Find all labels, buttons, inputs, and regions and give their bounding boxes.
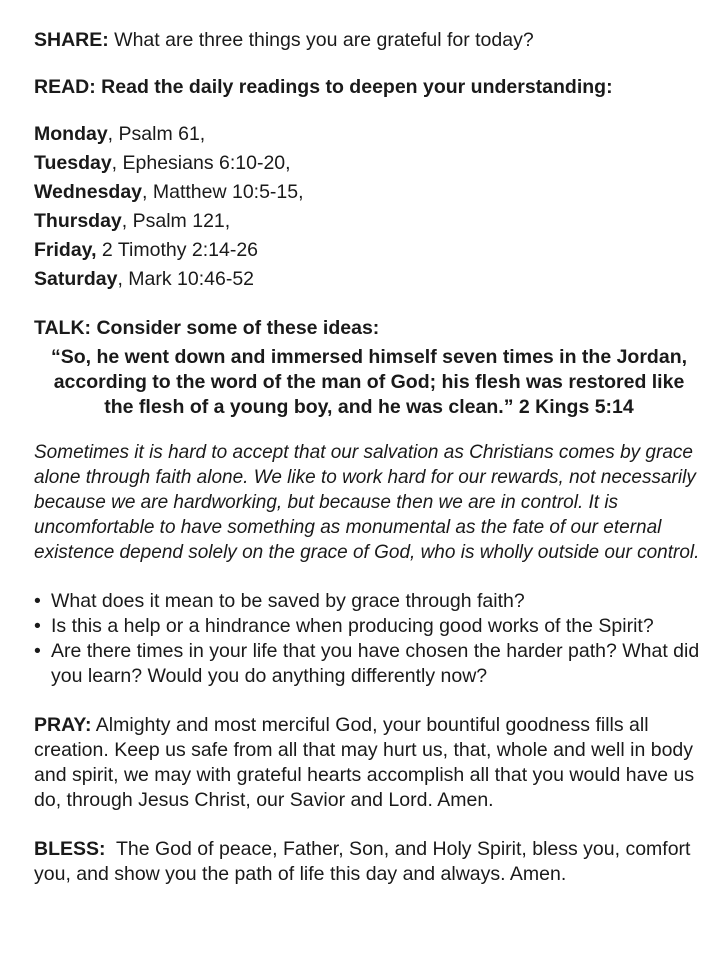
day-name: Tuesday [34, 152, 112, 174]
reading-thursday [34, 207, 704, 236]
devotional-page [34, 28, 704, 887]
question-text: Are there times in your life that you have chosen the harder path? What did you learn? Would you do anything differently now? [51, 640, 700, 687]
list-item [34, 614, 704, 639]
pray-label: PRAY: [34, 714, 92, 736]
question-text: What does it mean to be saved by grace through faith? [51, 590, 525, 612]
day-name: Wednesday [34, 181, 143, 203]
pray-section [34, 713, 704, 813]
day-sep: , [107, 123, 119, 145]
bless-label: BLESS: [34, 838, 106, 860]
list-item [34, 589, 704, 614]
read-text: Read the daily readings to deepen your understanding: [95, 76, 613, 98]
scripture-quote: “So, he went down and immersed himself seven times in the Jordan, according to the word of the man of God; his flesh was restored like the flesh of a young boy, and he was clean.” 2 Kings 5:14 [50, 346, 688, 418]
bless-section [34, 837, 704, 887]
list-item [34, 639, 704, 689]
day-name: Saturday [34, 268, 118, 290]
reading-wednesday [34, 178, 704, 207]
daily-readings-list [34, 120, 704, 294]
talk-section [34, 316, 704, 341]
day-ref: Ephesians 6:10-20, [122, 152, 291, 174]
bless-text: The God of peace, Father, Son, and Holy Spirit, bless you, comfort you, and show you the path of life this day and always. Amen. [34, 838, 696, 885]
day-ref: Matthew 10:5-15, [152, 181, 304, 203]
talk-text: : Consider some of these ideas: [84, 317, 380, 339]
day-sep: , [121, 210, 133, 232]
reading-friday [34, 236, 704, 265]
question-text: Is this a help or a hindrance when producing good works of the Spirit? [51, 615, 654, 637]
day-ref: Psalm 61, [118, 123, 206, 145]
talk-label: TALK [34, 317, 85, 339]
bullet-icon: • [34, 615, 41, 637]
reading-monday [34, 120, 704, 149]
day-sep: , [117, 268, 129, 290]
reading-tuesday [34, 149, 704, 178]
day-ref: Psalm 121, [132, 210, 231, 232]
bullet-icon: • [34, 640, 41, 662]
discussion-questions [34, 589, 704, 689]
read-section [34, 75, 704, 100]
bullet-icon: • [34, 590, 41, 612]
share-text: What are three things you are grateful for today? [108, 29, 534, 51]
reading-saturday [34, 265, 704, 294]
day-sep: , [111, 152, 123, 174]
day-name: Friday, [34, 239, 97, 261]
share-section [34, 28, 704, 53]
day-name: Thursday [34, 210, 122, 232]
read-label: READ: [34, 76, 96, 98]
day-name: Monday [34, 123, 108, 145]
pray-text: Almighty and most merciful God, your bountiful goodness fills all creation. Keep us safe from all that may hurt us, that, whole and well in body and spirit, we may with grateful hearts accomplish all that you would have us do, through Jesus Christ, our Savior and Lord. Amen. [34, 714, 695, 811]
day-ref: Mark 10:46-52 [128, 268, 255, 290]
day-sep: , [142, 181, 153, 203]
reflection-paragraph: Sometimes it is hard to accept that our salvation as Christians comes by grace alone through faith alone. We like to work hard for our rewards, not necessarily because we are hardworking, but because then we are in control. It is uncomfortable to have something as monumental as the fate of our eternal existence depend solely on the grace of God, who is wholly outside our control. [34, 442, 700, 563]
day-ref: 2 Timothy 2:14-26 [101, 239, 259, 261]
share-label: SHARE: [34, 29, 109, 51]
